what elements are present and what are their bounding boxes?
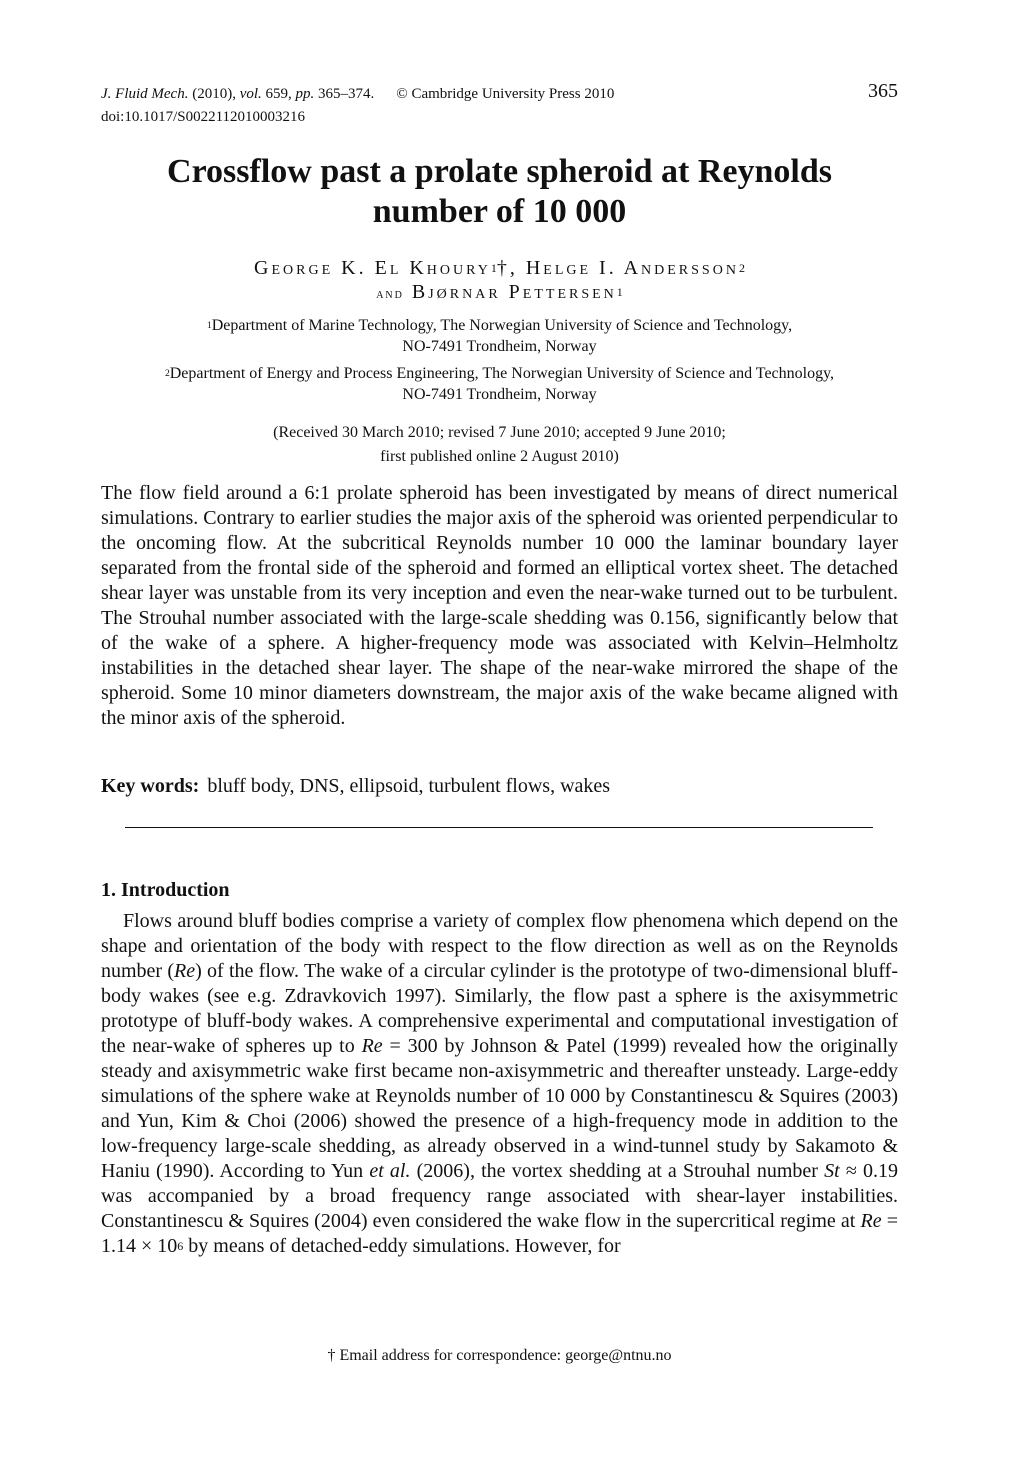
correspondence-footnote: † Email address for correspondence: george@ntnu.no bbox=[327, 1347, 672, 1364]
affiliation: $^1$Department of Marine Technology, The Norwegian University of Science and Technology, NO-7491 Trondheim, Norway bbox=[206, 317, 793, 355]
keywords-text: bluff body, DNS, ellipsoid, turbulent flows, wakes bbox=[207, 775, 611, 797]
section-divider bbox=[125, 827, 873, 828]
author-name: George K. El Khoury bbox=[254, 257, 491, 279]
page-number: 365 bbox=[868, 80, 898, 102]
keywords bbox=[101, 774, 898, 799]
author-name: Helge I. Andersson bbox=[525, 257, 739, 279]
paper-title: Crossflow past a prolate spheroid at Reynolds number of 10 000 bbox=[167, 153, 832, 230]
keywords-label: Key words: bbox=[101, 775, 200, 797]
intro-paragraph: Flows around bluff bodies comprise a variety of complex flow phenomena which depend on the shape and orientation of the body with respect to the flow direction as well as on the Reynolds number (Re) of the flow. The wake of a circular cylinder is the prototype of two-dimensional bluff-body wakes (see e.g. Zdravkovich 1997). Similarly, the flow past a sphere is the axisymmetric prototype of bluff-body wakes. A comprehensive experimental and computational investigation of the near-wake of spheres up to Re = 300 by Johnson & Patel (1999) revealed how the originally steady and axisymmetric wake first became non-axisymmetric and thereafter unsteady. Large-eddy simulations of the sphere wake at Reynolds number of 10 000 by Constantinescu & Squires (2003) and Yun, Kim & Choi (2006) showed the presence of a high-frequency mode in addition to the low-frequency large-scale shedding, as already observed in a wind-tunnel study by Sakamoto & Haniu (1990). According to Yun et al. (2006), the vortex shedding at a Strouhal number St ≈ 0.19 was accompanied by a broad frequency range associated with shear-layer instabilities. Constantinescu & Squires (2004) even considered the wake flow in the supercritical regime at $Re = 1.14 \times 10^6$ by means of detached-eddy simulations. However, for bbox=[101, 910, 898, 1257]
section-heading: 1. Introduction bbox=[101, 879, 230, 901]
copyright-notice: © Cambridge University Press 2010 bbox=[396, 86, 615, 102]
abstract: The flow field around a 6:1 prolate spheroid has been investigated by means of direct numerical simulations. Contrary to earlier studies the major axis of the spheroid was oriented perpendicular to the oncoming flow. At the subcritical Reynolds number 10 000 the laminar boundary layer separated from the frontal side of the spheroid and formed an elliptical vortex sheet. The detached shear layer was unstable from its very inception and even the near-wake turned out to be turbulent. The Strouhal number associated with the large-scale shedding was 0.156, significantly below that of the wake of a sphere. A higher-frequency mode was associated with Kelvin–Helmholtz instabilities in the detached shear layer. The shape of the near-wake mirrored the shape of the spheroid. Some 10 minor diameters downstream, the major axis of the wake became aligned with the minor axis of the spheroid. bbox=[101, 482, 898, 729]
author-list: George K. El Khoury$^1$†, Helge I. Andersson$^2$ and Bjørnar Pettersen$^1$ bbox=[254, 257, 745, 303]
author-name: Bjørnar Pettersen bbox=[411, 281, 617, 303]
received-dates: (Received 30 March 2010; revised 7 June 2010; accepted 9 June 2010; first published online 2 August 2010) bbox=[273, 424, 726, 465]
doi[interactable]: doi:10.1017/S0022112010003216 bbox=[101, 109, 306, 125]
citation-line: J. Fluid Mech. (2010), vol. 659, pp. 365–374. © Cambridge University Press 2010 bbox=[101, 86, 615, 102]
affiliation: $^2$Department of Energy and Process Engineering, The Norwegian University of Science and Technology, NO-7491 Trondheim, Norway bbox=[164, 365, 835, 403]
